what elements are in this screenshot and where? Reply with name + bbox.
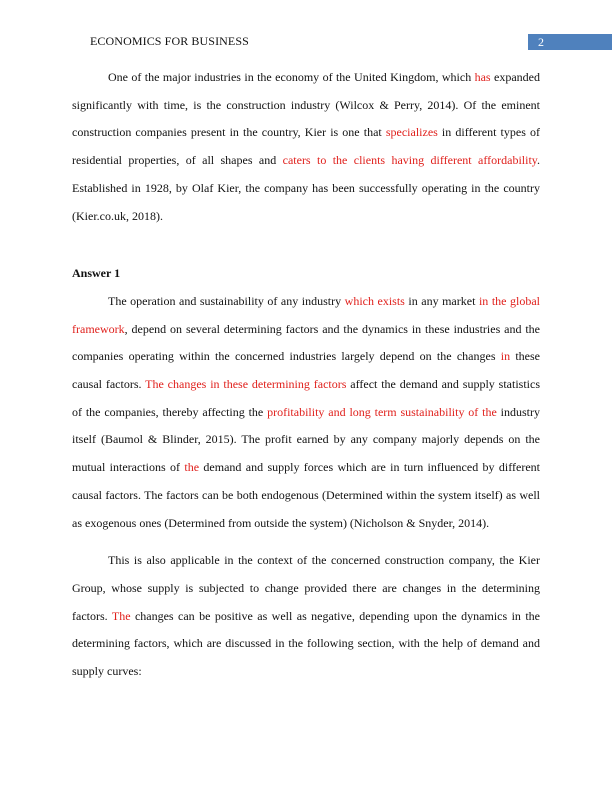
text-run: One of the major industries in the economy of the United Kingdom, which bbox=[108, 70, 475, 84]
tracked-change-text: in the global framework bbox=[72, 293, 540, 336]
tracked-change-text: specializes bbox=[385, 125, 438, 140]
text-run: . Established in 1928, by Olaf Kier, the company has been successfully operating in the country (Kier.co.uk, 2018). bbox=[72, 153, 540, 223]
text-run: industry itself (Baumol & Blinder, 2015). The profit earned by any company majorly depends on the mutual interactions of bbox=[72, 404, 540, 475]
tracked-change-text: the bbox=[184, 460, 200, 475]
tracked-change-text: caters to the clients having different affordability bbox=[282, 153, 537, 168]
text-run: expanded significantly with time, is the construction industry (Wilcox & Perry, 2014). Of the eminent construction companies present in the country, Kier is one that bbox=[72, 70, 540, 140]
page-number-badge: 2 bbox=[528, 34, 612, 50]
tracked-change-text: The changes in these determining factors bbox=[145, 377, 347, 392]
answer-paragraph bbox=[72, 288, 540, 537]
section-heading: Answer 1 bbox=[72, 266, 121, 281]
running-header-title: ECONOMICS FOR BUSINESS bbox=[90, 34, 249, 48]
tracked-change-text: The bbox=[111, 608, 131, 623]
tracked-change-text: in bbox=[500, 349, 511, 364]
paragraph-spacer bbox=[72, 230, 540, 260]
text-run: in different types of residential properties, of all shapes and bbox=[72, 125, 540, 168]
text-run: This is also applicable in the context of the concerned construction company, the Kier Group, whose supply is subjected to change provided there are changes in the determining factors. bbox=[72, 553, 540, 623]
document-body bbox=[72, 64, 540, 686]
text-run: these causal factors. bbox=[72, 349, 540, 392]
context-paragraph bbox=[72, 547, 540, 686]
tracked-change-text: has bbox=[474, 70, 491, 84]
text-run: affect the demand and supply statistics of the companies, thereby affecting the bbox=[72, 377, 540, 419]
tracked-change-text: profitability and long term sustainability of the bbox=[267, 404, 497, 419]
text-run: in any market bbox=[404, 293, 479, 308]
text-run: The operation and sustainability of any industry bbox=[108, 293, 345, 308]
text-run: changes can be positive as well as negative, depending upon the dynamics in the determining factors, which are discussed in the following section, with the help of demand and supply curves: bbox=[72, 608, 540, 679]
intro-paragraph bbox=[72, 64, 540, 230]
tracked-change-text: which exists bbox=[344, 293, 405, 308]
text-run: demand and supply forces which are in turn influenced by different causal factors. The factors can be both endogenous (Determined within the system itself) as well as exogenous ones (Determined from outside the system) (Nicholson & Snyder, 2014). bbox=[72, 460, 540, 530]
text-run: , depend on several determining factors and the dynamics in these industries and the companies operating within the concerned industries largely depend on the changes bbox=[72, 321, 540, 364]
